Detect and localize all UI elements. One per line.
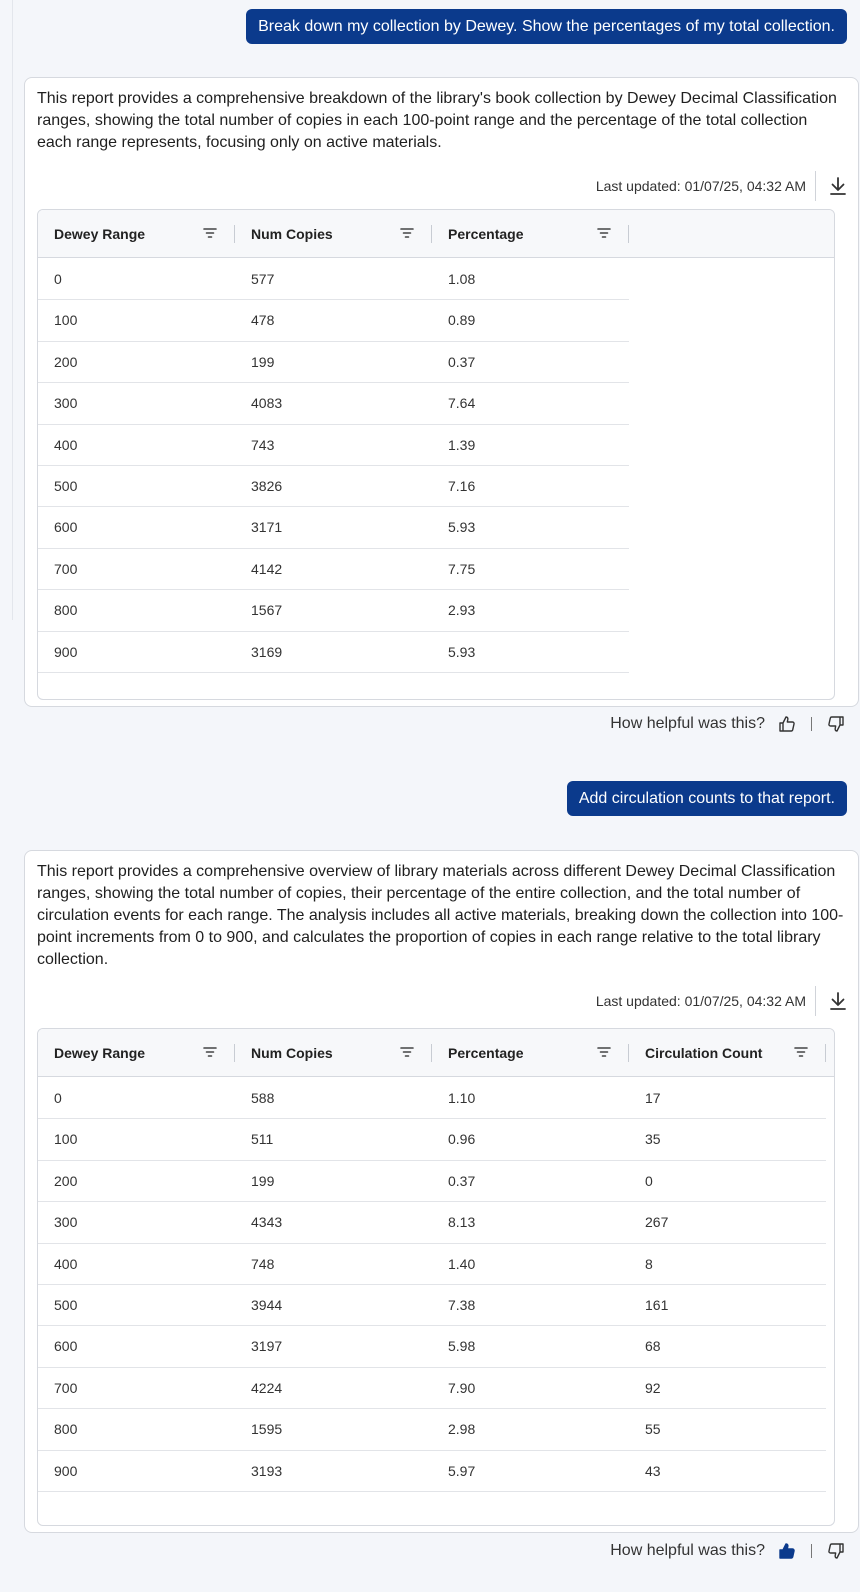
table-cell: 0 xyxy=(54,271,62,287)
table-cell: 161 xyxy=(645,1296,669,1313)
filter-icon[interactable] xyxy=(597,227,611,239)
table-cell: 900 xyxy=(54,643,78,660)
table-cell: 3193 xyxy=(251,1462,283,1479)
user-message-2: Add circulation counts to that report. xyxy=(567,781,847,816)
column-resize-handle[interactable] xyxy=(628,225,629,243)
table-cell: 199 xyxy=(251,353,275,370)
feedback-prompt-1: How helpful was this? xyxy=(610,715,765,732)
thumbs-up-button-2[interactable] xyxy=(777,1541,797,1561)
table-cell: 100 xyxy=(54,1131,78,1148)
thumbs-up-filled-icon xyxy=(778,1542,796,1560)
table-cell: 4142 xyxy=(251,560,283,577)
table-cell: 1567 xyxy=(251,602,283,619)
table-cell: 199 xyxy=(251,1172,275,1189)
table-cell: 900 xyxy=(54,1462,78,1479)
table-row xyxy=(38,1409,826,1450)
table-row xyxy=(38,259,629,300)
column-resize-handle[interactable] xyxy=(825,1044,826,1062)
data-grid-2 xyxy=(37,1028,835,1526)
table-row xyxy=(38,342,629,383)
toolbar-divider-2 xyxy=(815,986,816,1016)
table-cell: 700 xyxy=(54,560,78,577)
table-cell: 0.89 xyxy=(448,312,476,329)
table-row xyxy=(38,632,629,673)
table-cell: 700 xyxy=(54,1379,78,1396)
table-cell: 5.98 xyxy=(448,1338,476,1355)
feedback-bar-1 xyxy=(610,712,846,736)
table-cell: 3826 xyxy=(251,477,283,494)
table-row xyxy=(38,1368,826,1409)
report-card-1 xyxy=(24,77,859,707)
column-header[interactable] xyxy=(432,210,629,258)
feedback-bar-2 xyxy=(610,1539,846,1563)
thumbs-down-icon xyxy=(827,715,845,733)
table-cell: 7.75 xyxy=(448,560,476,577)
filter-icon[interactable] xyxy=(597,1046,611,1058)
thumbs-down-button-1[interactable] xyxy=(826,714,846,734)
table-cell: 0 xyxy=(54,1090,62,1106)
download-icon xyxy=(829,991,847,1011)
table-cell: 3197 xyxy=(251,1338,283,1355)
table-cell: 7.90 xyxy=(448,1379,476,1396)
table-row xyxy=(38,425,629,466)
table-cell: 800 xyxy=(54,1421,78,1438)
column-header[interactable] xyxy=(235,210,432,258)
filter-icon[interactable] xyxy=(794,1046,808,1058)
column-header[interactable] xyxy=(38,1029,235,1077)
table-cell: 800 xyxy=(54,602,78,619)
table-cell: 748 xyxy=(251,1255,275,1272)
table-cell: 1.40 xyxy=(448,1255,476,1272)
table-row xyxy=(38,1451,826,1492)
table-cell: 43 xyxy=(645,1462,661,1479)
filter-icon[interactable] xyxy=(203,227,217,239)
table-cell: 1.10 xyxy=(448,1090,476,1106)
table-cell: 300 xyxy=(54,1214,78,1231)
filter-icon[interactable] xyxy=(400,1046,414,1058)
report-description-1: This report provides a comprehensive breakdown of the library's book collection by Dewey Decimal Classification ranges, showing the total number of copies in each 100-point range and the percentage of the total collection each range represents, focusing only on active materials. xyxy=(37,90,837,151)
table-row xyxy=(38,466,629,507)
column-header[interactable] xyxy=(38,210,235,258)
table-row xyxy=(38,507,629,548)
column-header-label: Dewey Range xyxy=(54,226,146,242)
table-cell: 400 xyxy=(54,436,78,453)
feedback-divider-1 xyxy=(811,717,812,731)
table-cell: 3169 xyxy=(251,643,283,660)
table-cell: 3944 xyxy=(251,1296,283,1313)
download-button-1[interactable] xyxy=(824,172,852,200)
thumbs-down-icon xyxy=(827,1542,845,1560)
download-button-2[interactable] xyxy=(824,987,852,1015)
last-updated-1: Last updated: 01/07/25, 04:32 AM xyxy=(595,178,806,194)
table-cell: 0 xyxy=(645,1172,653,1189)
column-header[interactable] xyxy=(432,1029,629,1077)
table-cell: 55 xyxy=(645,1421,661,1438)
table-cell: 5.93 xyxy=(448,519,476,536)
data-grid-1 xyxy=(37,209,835,700)
column-header-label: Dewey Range xyxy=(54,1045,146,1061)
table-row xyxy=(38,1161,826,1202)
table-cell: 2.98 xyxy=(448,1421,476,1438)
table-cell: 200 xyxy=(54,353,78,370)
column-header-label: Percentage xyxy=(448,1045,524,1061)
filter-icon[interactable] xyxy=(203,1046,217,1058)
column-header[interactable] xyxy=(235,1029,432,1077)
table-cell: 500 xyxy=(54,1296,78,1313)
table-cell: 588 xyxy=(251,1090,275,1106)
table-row xyxy=(38,1119,826,1160)
table-cell: 7.16 xyxy=(448,477,476,494)
feedback-prompt-2: How helpful was this? xyxy=(610,1542,765,1559)
table-cell: 0.37 xyxy=(448,353,476,370)
table-row xyxy=(38,1244,826,1285)
table-cell: 7.64 xyxy=(448,395,476,412)
table-cell: 2.93 xyxy=(448,602,476,619)
table-cell: 68 xyxy=(645,1338,661,1355)
table-cell: 1.39 xyxy=(448,436,476,453)
thumbs-down-button-2[interactable] xyxy=(826,1541,846,1561)
grid-header xyxy=(38,210,834,258)
thumbs-up-icon xyxy=(778,715,796,733)
report-description-2: This report provides a comprehensive overview of library materials across different Dewey Decimal Classification ranges, showing the total number of copies, their percentage of the entire collection, and the total number of circulation events for each range. The analysis includes all active materials, breaking down the collection into 100-point increments from 0 to 900, and calculates the proportion of copies in each range relative to the total library collection. xyxy=(37,863,844,968)
table-cell: 5.93 xyxy=(448,643,476,660)
column-header[interactable] xyxy=(629,1029,826,1077)
table-cell: 0.96 xyxy=(448,1131,476,1148)
filter-icon[interactable] xyxy=(400,227,414,239)
table-cell: 1.08 xyxy=(448,271,476,287)
table-row xyxy=(38,383,629,424)
report-card-2 xyxy=(24,850,859,1533)
download-icon xyxy=(829,176,847,196)
table-cell: 35 xyxy=(645,1131,661,1148)
column-header-label: Percentage xyxy=(448,226,524,242)
table-cell: 3171 xyxy=(251,519,283,536)
table-cell: 7.38 xyxy=(448,1296,476,1313)
user-message-1: Break down my collection by Dewey. Show the percentages of my total collection. xyxy=(246,9,847,44)
table-cell: 300 xyxy=(54,395,78,412)
table-cell: 200 xyxy=(54,1172,78,1189)
table-cell: 600 xyxy=(54,1338,78,1355)
thumbs-up-button-1[interactable] xyxy=(777,714,797,734)
table-row xyxy=(38,300,629,341)
table-row xyxy=(38,549,629,590)
table-cell: 92 xyxy=(645,1379,661,1396)
sidebar-divider xyxy=(12,0,13,620)
feedback-divider-2 xyxy=(811,1544,812,1558)
column-header-label: Num Copies xyxy=(251,226,333,242)
table-cell: 500 xyxy=(54,477,78,494)
table-cell: 600 xyxy=(54,519,78,536)
toolbar-divider-1 xyxy=(815,171,816,201)
grid-body xyxy=(38,1078,826,1492)
table-cell: 8.13 xyxy=(448,1214,476,1231)
grid-header xyxy=(38,1029,834,1077)
table-cell: 4343 xyxy=(251,1214,283,1231)
column-header-label: Num Copies xyxy=(251,1045,333,1061)
table-cell: 17 xyxy=(645,1090,661,1106)
table-cell: 5.97 xyxy=(448,1462,476,1479)
table-row xyxy=(38,1285,826,1326)
table-cell: 8 xyxy=(645,1255,653,1272)
table-cell: 4224 xyxy=(251,1379,283,1396)
table-cell: 743 xyxy=(251,436,275,453)
table-row xyxy=(38,1326,826,1367)
grid-body xyxy=(38,259,629,673)
table-cell: 267 xyxy=(645,1214,669,1231)
table-row xyxy=(38,1202,826,1243)
table-cell: 0.37 xyxy=(448,1172,476,1189)
table-cell: 577 xyxy=(251,271,275,287)
table-cell: 4083 xyxy=(251,395,283,412)
table-cell: 478 xyxy=(251,312,275,329)
table-cell: 100 xyxy=(54,312,78,329)
table-row xyxy=(38,590,629,631)
column-header-label: Circulation Count xyxy=(645,1045,763,1061)
table-cell: 511 xyxy=(251,1131,274,1148)
table-row xyxy=(38,1078,826,1119)
last-updated-2: Last updated: 01/07/25, 04:32 AM xyxy=(595,993,806,1009)
table-cell: 400 xyxy=(54,1255,78,1272)
table-cell: 1595 xyxy=(251,1421,283,1438)
